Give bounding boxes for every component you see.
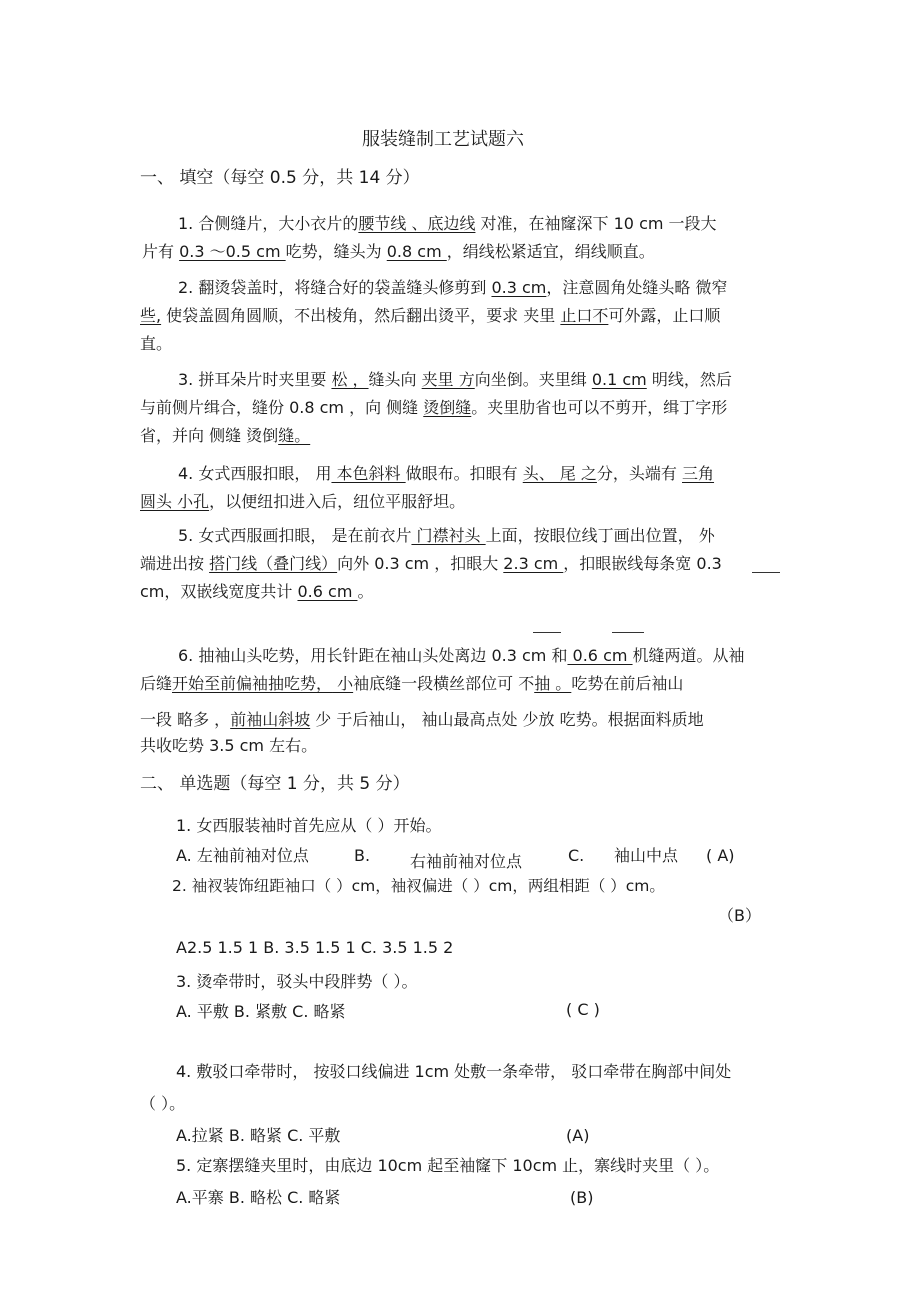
question-6-line-3 xyxy=(140,710,704,730)
mc-5-stem: 5. 定寨摆缝夹里时，由底边 10cm 起至袖窿下 10cm 止，寨线时夹里（ ）。 xyxy=(176,1156,720,1175)
text: 4. 女式西服扣眼， 用 xyxy=(178,464,332,483)
mc-1-option-c-text: 袖山中点 xyxy=(614,846,679,865)
mc-1-stem: 1. 女西服装袖时首先应从（ ）开始。 xyxy=(176,816,442,835)
mc-1-answer: ( A) xyxy=(706,846,735,865)
text: ，扣眼嵌线每条宽 0.3 xyxy=(563,554,722,573)
question-2-line-2 xyxy=(140,306,720,326)
question-5-line-1 xyxy=(178,526,715,546)
answer: 0.8 cm xyxy=(386,242,447,261)
mc-1-option-c-label: C. xyxy=(568,846,585,865)
underline xyxy=(752,572,780,573)
text: 3. 拼耳朵片时夹里要 xyxy=(178,370,332,389)
text: 机缝两道。从袖 xyxy=(632,646,745,665)
text: 后缝 xyxy=(140,674,173,693)
question-4-line-1 xyxy=(178,464,714,484)
text: 一段 略多 ， xyxy=(140,710,231,729)
answer: 开始至前偏袖抽吃势， xyxy=(172,674,333,693)
mc-4-answer: (A) xyxy=(566,1126,590,1145)
text: 可外露，止口顺 xyxy=(608,306,721,325)
mc-1-option-b-text: 右袖前袖对位点 xyxy=(410,852,523,871)
question-3-line-3 xyxy=(140,426,310,446)
question-1-line-2 xyxy=(142,242,655,262)
text: 吃势在前后袖山 xyxy=(571,674,684,693)
answer: 腰节线 、底边线 xyxy=(358,214,476,233)
question-4-line-2 xyxy=(140,492,465,512)
text: 分，头端有 xyxy=(596,464,683,483)
stray-underline xyxy=(533,632,561,633)
text: 省，并向 侧缝 烫倒 xyxy=(140,426,279,445)
text: 上面，按眼位线丁画出位置， 外 xyxy=(485,526,715,545)
answer: 止口不 xyxy=(560,306,609,325)
text: 与前侧片缉合，缝份 0.8 cm ，向 侧缝 xyxy=(140,398,424,417)
answer: 0.1 cm xyxy=(591,370,647,389)
text: 。夹里肋省也可以不剪开，缉丁字形 xyxy=(471,398,728,417)
text: 端进出按 xyxy=(140,554,210,573)
answer: 抽 。 xyxy=(534,674,572,693)
mc-3-stem: 3. 烫牵带时，驳头中段胖势（ ）。 xyxy=(176,972,418,991)
text: 少 于后袖山， 袖山最高点处 少放 吃势。根据面料质地 xyxy=(310,710,704,729)
text: 。 xyxy=(357,582,374,601)
text: 缝头向 xyxy=(368,370,422,389)
mc-1-option-b-label: B. xyxy=(354,846,371,865)
mc-2-stem: 2. 袖衩装饰纽距袖口（ ）cm，袖衩偏进（ ）cm，两组相距（ ）cm。 xyxy=(172,877,665,895)
answer: 本色斜料 xyxy=(331,464,406,483)
text: ，绢线松紧适宜，绢线顺直。 xyxy=(446,242,655,261)
text: 片有 xyxy=(142,242,180,261)
text: 使袋盖圆角圆顺，不出棱角，然后翻出烫平，要求 夹里 xyxy=(161,306,561,325)
answer: 前袖山斜坡 xyxy=(230,710,311,729)
mc-1-option-a: A. 左袖前袖对位点 xyxy=(176,846,309,865)
page-title: 服装缝制工艺试题六 xyxy=(362,129,524,150)
text: 5. 女式西服画扣眼， 是在前衣片 xyxy=(178,526,412,545)
mc-3-options: A. 平敷 B. 紧敷 C. 略紧 xyxy=(176,1002,346,1021)
answer: 搭门线（叠门线） xyxy=(209,554,338,573)
answer: 松 ， xyxy=(331,370,369,389)
text: 向坐倒。夹里缉 xyxy=(474,370,592,389)
answer: 0.3 cm xyxy=(491,278,547,297)
question-2-line-1 xyxy=(178,278,727,298)
mc-3-answer: ( C ) xyxy=(566,1000,600,1019)
text: 6. 抽袖山头吃势，用长针距在袖山头处离边 0.3 cm 和 xyxy=(178,646,568,665)
answer: 圆头 小孔 xyxy=(140,492,210,511)
text: 对准，在袖窿深下 10 cm 一段大 xyxy=(475,214,717,233)
section-2-heading: 二、 单选题（每空 1 分，共 5 分） xyxy=(140,774,410,794)
mc-4-stem: 4. 敷驳口牵带时， 按驳口线偏进 1cm 处敷一条牵带， 驳口牵带在胸部中间处 xyxy=(176,1062,732,1081)
answer: 门襟衬头 xyxy=(411,526,486,545)
text: 向外 0.3 cm ，扣眼大 xyxy=(337,554,504,573)
text: ，以便纽扣进入后，纽位平服舒坦。 xyxy=(209,492,466,511)
text: ，注意圆角处缝头略 微窄 xyxy=(546,278,728,297)
question-1-line-1 xyxy=(178,214,717,234)
answer: 头、 尾 之 xyxy=(522,464,597,483)
mc-2-options: A2.5 1.5 1 B. 3.5 1.5 1 C. 3.5 1.5 2 xyxy=(176,938,454,957)
text: 袖底缝一段横丝部位可 不 xyxy=(353,674,535,693)
mc-5-options: A.平寨 B. 略松 C. 略紧 xyxy=(176,1188,341,1207)
question-5-line-3 xyxy=(140,582,374,602)
mc-4-options: A.拉紧 B. 略紧 C. 平敷 xyxy=(176,1126,341,1145)
question-6-line-4: 共收吃势 3.5 cm 左右。 xyxy=(140,736,318,755)
mc-5-answer: (B) xyxy=(570,1188,594,1207)
stray-underline xyxy=(612,632,644,633)
answer: 三角 xyxy=(682,464,715,483)
text: 做眼布。扣眼有 xyxy=(405,464,523,483)
mc-2-answer: （B） xyxy=(718,906,761,925)
text: cm，双嵌线宽度共计 xyxy=(140,582,298,601)
question-6-line-1 xyxy=(178,646,745,666)
answer: 0.6 cm xyxy=(297,582,358,601)
question-5-line-2 xyxy=(140,554,722,574)
text: 吃势，缝头为 xyxy=(285,242,387,261)
answer: 些, xyxy=(140,306,162,325)
question-3-line-2 xyxy=(140,398,727,418)
text: 明线，然后 xyxy=(646,370,732,389)
answer: 0.3 ～0.5 cm xyxy=(179,242,286,261)
section-1-heading: 一、 填空（每空 0.5 分，共 14 分） xyxy=(140,168,420,188)
answer: 缝。 xyxy=(278,426,311,445)
answer: 夹里 方 xyxy=(421,370,475,389)
question-2-line-3: 直。 xyxy=(140,334,173,353)
mc-4-stem-cont: （ ）。 xyxy=(140,1094,186,1113)
text: 1. 合侧缝片，大小衣片的 xyxy=(178,214,359,233)
answer: 2.3 cm xyxy=(503,554,564,573)
question-3-line-1 xyxy=(178,370,732,390)
answer: 0.6 cm xyxy=(567,646,633,665)
answer: 小 xyxy=(332,674,354,693)
text: 2. 翻烫袋盖时，将缝合好的袋盖缝头修剪到 xyxy=(178,278,492,297)
answer: 烫倒缝 xyxy=(423,398,472,417)
question-6-line-2 xyxy=(140,674,683,694)
